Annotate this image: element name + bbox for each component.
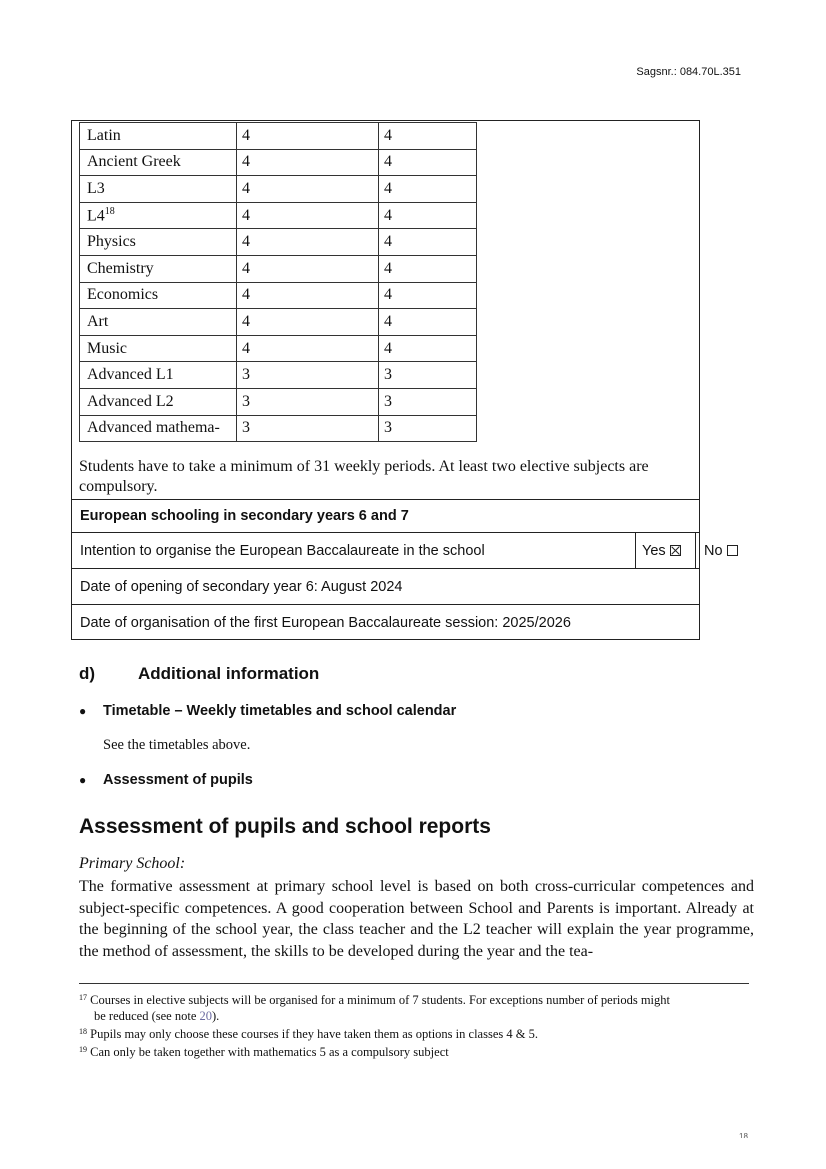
yes-label: Yes [642,542,666,559]
yes-checkbox-checked[interactable] [670,545,681,556]
footnote-number: 19 [79,1045,87,1054]
bullet-dot-icon: ● [79,773,87,787]
table-row [80,282,477,309]
subject-name [80,149,237,176]
periods-cell: 4 [379,149,477,176]
table-row [80,123,477,150]
no-label: No [704,542,723,559]
periods-cell: 4 [237,123,379,150]
bullet-assessment [79,772,253,788]
periods-cell: 4 [237,282,379,309]
timetable-text: See the timetables above. [103,737,251,753]
subject-name-text: Chemistry [87,259,154,277]
periods-cell: 4 [237,202,379,229]
students-note: Students have to take a minimum of 31 weekly periods. At least two elective subjects are compulsory. [79,458,649,495]
table-row [80,255,477,282]
periods-cell: 4 [237,176,379,203]
european-schooling-heading [72,499,699,532]
subject-name-text: L3 [87,179,105,197]
footnote-18 [79,1024,759,1042]
intention-label: Intention to organise the European Baccalaureate in the school [80,542,485,559]
periods-cell: 4 [237,149,379,176]
subject-name [80,229,237,256]
subject-name-text: Art [87,312,109,330]
footnote-divider [79,983,749,984]
footnote-17 [79,990,759,1008]
table-row [80,202,477,229]
subject-name [80,309,237,336]
subject-name-text: Advanced L1 [87,366,174,384]
subject-name [80,176,237,203]
bullet-dot-icon: ● [79,704,87,718]
periods-cell: 3 [237,415,379,442]
opening-date: Date of opening of secondary year 6: August 2024 [80,578,403,595]
subject-name [80,255,237,282]
subject-name [80,282,237,309]
elective-subjects-table [79,122,477,442]
footnote-number: 18 [79,1027,87,1036]
periods-cell: 4 [237,229,379,256]
case-number: Sagsnr.: 084.70L.351 [636,66,741,78]
periods-cell: 3 [237,362,379,389]
bullet-assessment-text: Assessment of pupils [103,772,253,788]
periods-cell: 4 [379,335,477,362]
subject-name-text: L4 [87,207,105,225]
footnote-text: Can only be taken together with mathematics 5 as a compulsory subject [90,1045,449,1059]
footnote-text: be reduced (see note [94,1009,200,1023]
footnote-number: 17 [79,993,87,1002]
no-option[interactable] [695,533,775,568]
table-row [80,176,477,203]
bullet-timetable [79,703,456,719]
footnotes [79,990,759,1060]
first-session-date: Date of organisation of the first European Baccalaureate session: 2025/2026 [80,614,571,631]
subject-name [80,123,237,150]
section-d-heading [79,664,319,684]
european-schooling-heading-text: European schooling in secondary years 6 and 7 [80,508,409,524]
section-letter: d) [79,664,96,683]
periods-cell: 4 [379,176,477,203]
subject-name-text: Physics [87,233,136,251]
table-row [80,149,477,176]
periods-cell: 4 [379,229,477,256]
periods-cell: 4 [237,335,379,362]
primary-school-paragraph: The formative assessment at primary school level is based on both cross-curricular competences and subject-specific competences. A good cooperation between School and Parents is important. Already at the beginning of the school year, the class teacher and the L2 teacher will explain the year programme, the method of assessment, the skills to be developed during the year and the tea- [79,878,754,960]
subject-name-text: Latin [87,126,121,144]
table-row [80,229,477,256]
table-row [80,362,477,389]
footnote-19 [79,1042,759,1060]
table-row [80,335,477,362]
footnote-text: Courses in elective subjects will be organised for a minimum of 7 students. For exceptions number of periods might [90,993,671,1007]
footnote-ref: 18 [104,205,115,217]
baccalaureate-intention-row [72,532,723,568]
periods-cell: 3 [237,388,379,415]
yes-option[interactable] [635,533,695,568]
periods-cell: 4 [379,202,477,229]
periods-cell: 4 [379,282,477,309]
subject-name-text: Advanced L2 [87,392,174,410]
note-20-link[interactable]: 20 [199,1009,212,1023]
subject-name-text: Economics [87,286,159,304]
subject-name [80,362,237,389]
page-number: 18 [739,1132,748,1138]
subject-name [80,202,237,229]
table-row [80,309,477,336]
periods-cell: 4 [379,255,477,282]
opening-date-row [72,568,699,604]
subject-name [80,415,237,442]
primary-school-label: Primary School: [79,855,186,872]
periods-cell: 4 [379,123,477,150]
table-row [80,388,477,415]
no-checkbox[interactable] [727,545,738,556]
periods-cell: 4 [379,309,477,336]
footnote-text: ). [212,1009,220,1023]
bullet-timetable-text: Timetable – Weekly timetables and school calendar [103,703,457,719]
first-session-row [72,604,699,640]
periods-cell: 4 [237,255,379,282]
footnote-text: Pupils may only choose these courses if they have taken them as options in classes 4 & 5. [90,1027,538,1041]
periods-cell: 3 [379,362,477,389]
footnote-17-continued [79,1008,759,1024]
periods-cell: 3 [379,388,477,415]
subject-name [80,335,237,362]
table-row [80,415,477,442]
section-title: Additional information [138,664,320,683]
periods-cell: 3 [379,415,477,442]
subject-name-text: Music [87,339,127,357]
subject-name-text: Advanced mathema- [87,418,220,436]
subject-name [80,388,237,415]
assessment-heading: Assessment of pupils and school reports [79,815,491,838]
subject-name-text: Ancient Greek [87,153,181,171]
periods-cell: 4 [237,309,379,336]
